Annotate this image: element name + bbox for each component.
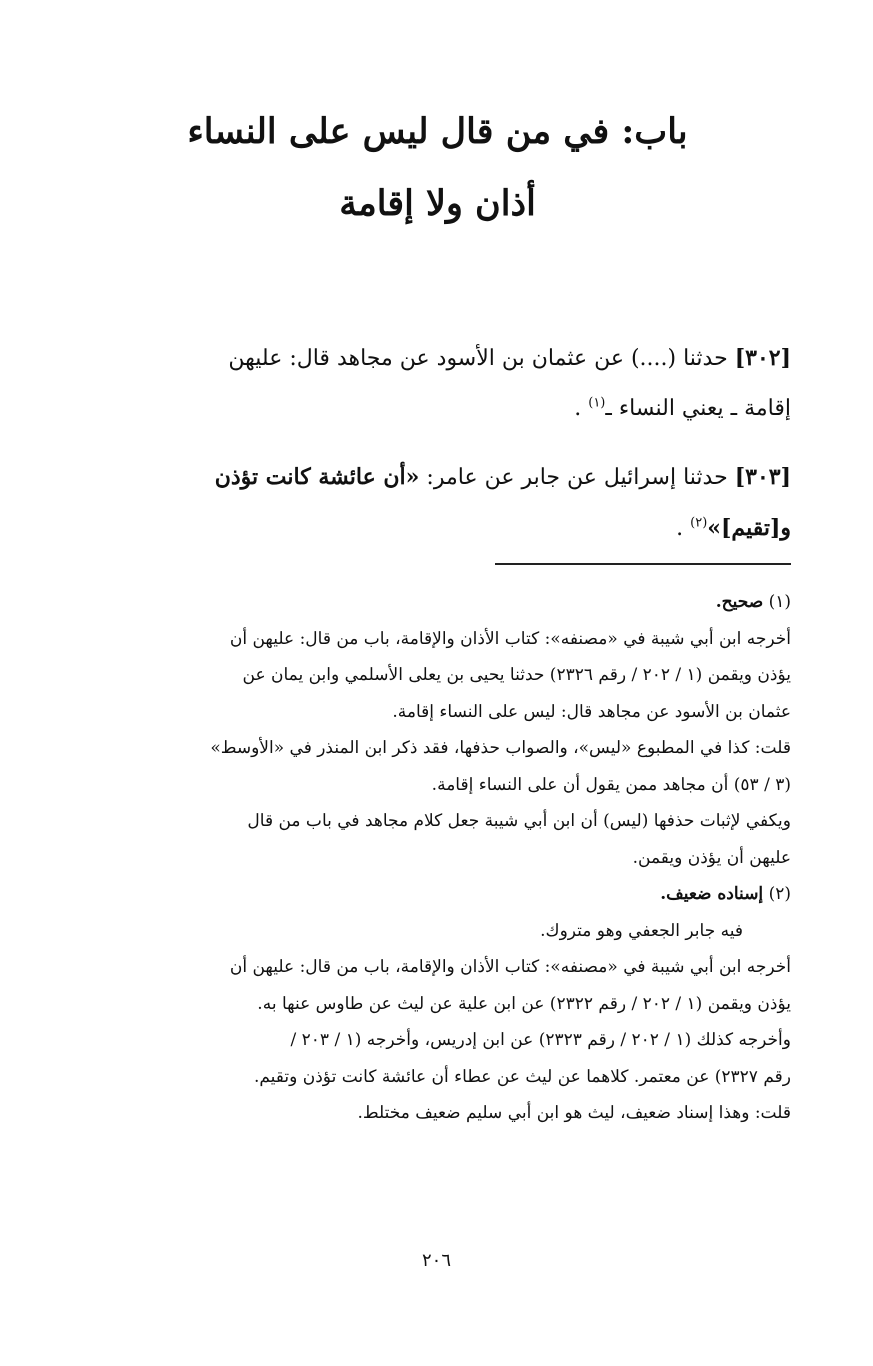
footnote-heading: [84, 584, 791, 621]
footnote-line: قلت: وهذا إسناد ضعيف، ليث هو ابن أبي سليم ضعيف مختلط.: [357, 1103, 791, 1123]
hadith-302-line-2: [84, 384, 791, 434]
hadith-matn: و[تقيم]»: [707, 515, 791, 541]
page-number: ٢٠٦: [421, 1250, 451, 1271]
footnote-2: [84, 876, 791, 1132]
chapter-title: [84, 96, 791, 240]
footnote-line: يؤذن ويقمن (١ / ٢٠٢ / رقم ٢٣٢٢) عن ابن علية عن ليث عن طاوس عنها به.: [257, 993, 791, 1014]
footnote-line: فيه جابر الجعفي وهو متروك.: [540, 920, 743, 941]
hadith-303-line-1: [84, 452, 791, 503]
footnote-line: رقم ٢٣٢٧) عن معتمر. كلاهما عن ليث عن عطاء أن عائشة كانت تؤذن وتقيم.: [253, 1066, 791, 1087]
hadith-302: [84, 333, 791, 434]
footnote-1: [84, 584, 791, 876]
footnote-line: قلت: كذا في المطبوع «ليس»، والصواب حذفها، فقد ذكر ابن المنذر في «الأوسط»: [210, 738, 791, 758]
footnote-line: (٣ / ٥٣) أن مجاهد ممن يقول أن على النساء إقامة.: [431, 774, 791, 795]
chapter-title-line-2: أذان ولا إقامة: [339, 183, 536, 224]
hadith-number: [٣٠٢]: [734, 345, 791, 371]
footnote-marker: (٢): [768, 884, 791, 904]
footnote-line: أخرجه ابن أبي شيبة في «مصنفه»: كتاب الأذان والإقامة، باب من قال: عليهن أن: [229, 957, 791, 977]
footnote-line: عثمان بن الأسود عن مجاهد قال: ليس على النساء إقامة.: [392, 701, 791, 722]
hadith-303-line-2: [84, 503, 791, 554]
footnote-reference[interactable]: (١): [588, 395, 606, 411]
footnote-line: عليهن أن يؤذن ويقمن.: [632, 847, 791, 868]
hadith-number: [٣٠٣]: [734, 464, 791, 490]
footnote-line: أخرجه ابن أبي شيبة في «مصنفه»: كتاب الأذان والإقامة، باب من قال: عليهن أن: [229, 628, 791, 649]
footnote-line: يؤذن ويقمن (١ / ٢٠٢ / رقم ٢٣٢٦) حدثنا يحيى بن يعلى الأسلمي وابن يمان عن: [242, 665, 791, 685]
chapter-title-line-1: باب: في من قال ليس على النساء: [187, 111, 688, 152]
footnote-separator: [495, 563, 791, 565]
hadith-text: حدثنا إسرائيل عن جابر عن عامر:: [419, 465, 728, 490]
footnote-grade: صحيح.: [715, 592, 764, 612]
hadith-end-mark: .: [676, 516, 684, 541]
footnote-heading: [84, 876, 791, 913]
footnote-line: وأخرجه كذلك (١ / ٢٠٢ / رقم ٢٣٢٣) عن ابن إدريس، وأخرجه (١ / ٢٠٣ /: [290, 1030, 791, 1050]
hadith-302-line-1: [84, 333, 791, 384]
hadith-text: إقامة ـ يعني النساء ـ: [605, 396, 791, 421]
footnote-line: ويكفي لإثبات حذفها (ليس) أن ابن أبي شيبة جعل كلام مجاهد في باب من قال: [247, 811, 791, 831]
footnote-grade: إسناده ضعيف.: [660, 884, 764, 904]
footnote-reference[interactable]: (٢): [690, 515, 708, 531]
hadith-matn: «أن عائشة كانت تؤذن: [214, 464, 420, 490]
hadith-text: حدثنا (....) عن عثمان بن الأسود عن مجاهد قال: عليهن: [228, 346, 728, 371]
footnote-marker: (١): [768, 592, 791, 612]
hadith-end-mark: .: [574, 396, 582, 421]
hadith-303: [84, 452, 791, 554]
footnotes: [84, 584, 791, 1132]
